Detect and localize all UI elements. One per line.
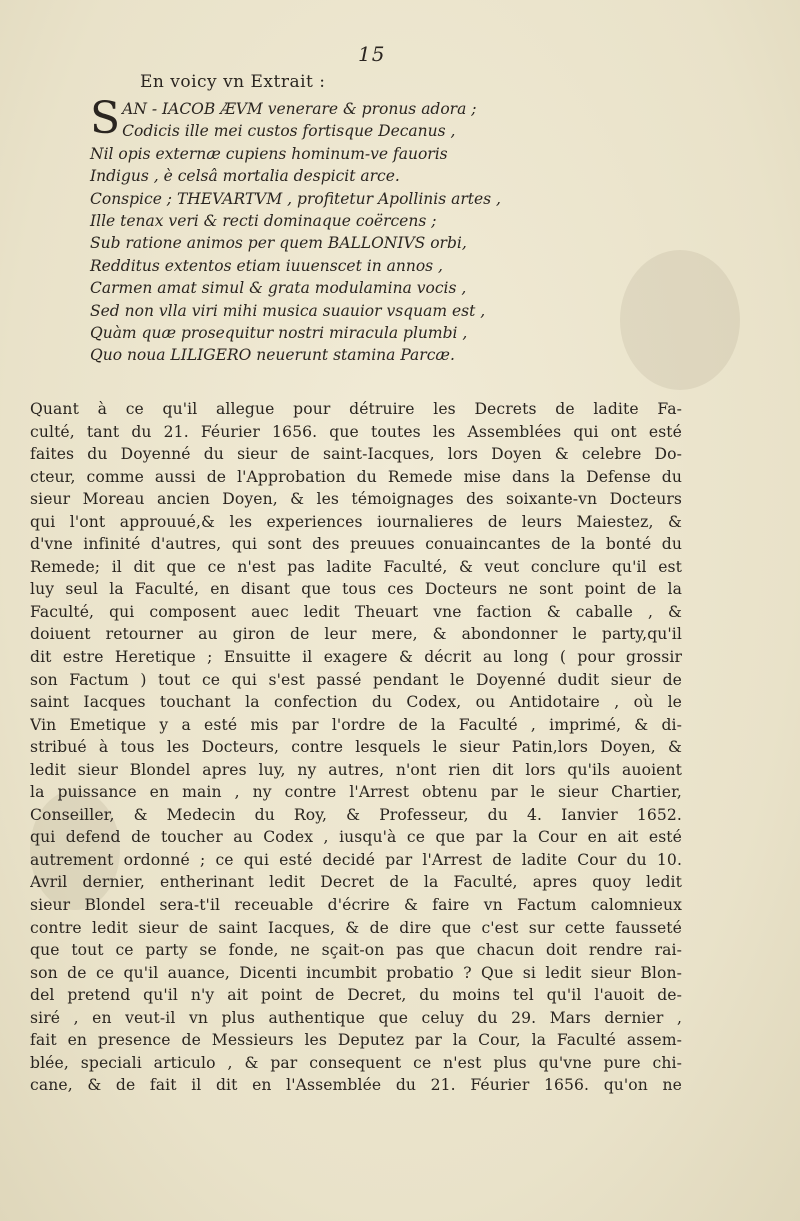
text-line: la puissance en main , ny contre l'Arrest obtenu par le sieur Chartier,: [30, 783, 682, 802]
text-line: culté, tant du 21. Féurier 1656. que toutes les Assemblées qui ont esté: [30, 422, 682, 441]
text-line: son de ce qu'il auance, Dicenti incumbit probatio ? Que si ledit sieur Blon-: [30, 963, 682, 982]
text-line: ledit sieur Blondel apres luy, ny autres, n'ont rien dit lors qu'ils auoient: [30, 760, 682, 779]
text-line: blée, speciali articulo , & par consequent ce n'est plus qu'vne pure chi-: [30, 1053, 682, 1072]
text-line: que tout ce party se fonde, ne sçait-on pas que chacun doit rendre rai-: [30, 941, 682, 960]
text-line: Faculté, qui composent auec ledit Theuart vne faction & caballe , &: [30, 602, 682, 621]
text-line: dit estre Heretique ; Ensuitte il exagere & décrit au long ( pour grossir: [30, 648, 682, 667]
text-line: sieur Moreau ancien Doyen, & les témoignages des soixante-vn Docteurs: [30, 490, 682, 509]
poem-line: Quàm quæ prosequitur nostri miracula plumbi ,: [90, 324, 468, 343]
poem-line: Nil opis externæ cupiens hominum-ve fauoris: [90, 144, 448, 163]
text-line: Remede; il dit que ce n'est pas ladite Faculté, & veut conclure qu'il est: [30, 557, 682, 576]
text-line: d'vne infinité d'autres, qui sont des preuues conuaincantes de la bonté du: [30, 535, 682, 554]
text-line: contre ledit sieur de saint Iacques, & de dire que c'est sur cette fausseté: [30, 918, 682, 937]
page-number: 15: [358, 42, 386, 66]
text-line: Conseiller, & Medecin du Roy, & Professeur, du 4. Ianvier 1652.: [30, 805, 682, 824]
body-paragraph: [30, 398, 682, 1097]
text-line: doiuent retourner au giron de leur mere, & abondonner le party,qu'il: [30, 625, 682, 644]
poem-line: Redditus extentos etiam iuuenscet in annos ,: [90, 256, 443, 275]
text-line: Quant à ce qu'il allegue pour détruire les Decrets de ladite Fa-: [30, 400, 682, 418]
text-line: fait en presence de Messieurs les Deputez par la Cour, la Faculté assem-: [30, 1031, 682, 1050]
poem-line: Indigus , è celsâ mortalia despicit arce.: [90, 167, 400, 186]
text-line: son Factum ) tout ce qui s'est passé pendant le Doyenné dudit sieur de: [30, 670, 682, 689]
text-line: stribué à tous les Docteurs, contre lesquels le sieur Patin,lors Doyen, &: [30, 738, 682, 757]
text-line: saint Iacques touchant la confection du Codex, ou Antidotaire , où le: [30, 693, 682, 712]
intro-heading: En voicy vn Extrait :: [140, 72, 326, 92]
text-line: Vin Emetique y a esté mis par l'ordre de la Faculté , imprimé, & di-: [30, 715, 682, 734]
text-line: qui l'ont approuué,& les experiences iournalieres de leurs Maiestez, &: [30, 512, 682, 531]
poem-line: Sed non vlla viri mihi musica suauior vsquam est ,: [90, 301, 486, 320]
text-line: siré , en veut-il vn plus authentique que celuy du 29. Mars dernier ,: [30, 1008, 682, 1027]
text-line: faites du Doyenné du sieur de saint-Iacques, lors Doyen & celebre Do-: [30, 445, 682, 464]
poem-line: Codicis ille mei custos fortisque Decanus ,: [122, 122, 456, 141]
text-line: cane, & de fait il dit en l'Assemblée du 21. Féurier 1656. qu'on ne: [30, 1076, 682, 1095]
text-line: sieur Blondel sera-t'il receuable d'écrire & faire vn Factum calomnieux: [30, 896, 682, 915]
poem-line: Quo noua LILIGERO neuerunt stamina Parcæ.: [90, 346, 455, 365]
text-line: del pretend qu'il n'y ait point de Decret, du moins tel qu'il l'auoit de-: [30, 986, 682, 1005]
latin-poem: [90, 93, 690, 367]
text-line: luy seul la Faculté, en disant que tous ces Docteurs ne sont point de la: [30, 580, 682, 599]
poem-line: Sub ratione animos per quem BALLONIVS orbi,: [90, 234, 467, 253]
text-line: autrement ordonné ; ce qui esté decidé par l'Arrest de ladite Cour du 10.: [30, 850, 682, 869]
poem-line: Carmen amat simul & grata modulamina vocis ,: [90, 279, 467, 298]
poem-line: Ille tenax veri & recti dominaque coërcens ;: [90, 212, 437, 231]
text-line: Avril dernier, entherinant ledit Decret de la Faculté, apres quoy ledit: [30, 873, 682, 892]
poem-line: SAN - IACOB ÆVM venerare & pronus adora ;: [90, 93, 477, 144]
text-line: qui defend de toucher au Codex , iusqu'à ce que par la Cour en ait esté: [30, 828, 682, 847]
poem-line: Conspice ; THEVARTVM , profitetur Apollinis artes ,: [90, 189, 501, 208]
text-line: cteur, comme aussi de l'Approbation du Remede mise dans la Defense du: [30, 467, 682, 486]
